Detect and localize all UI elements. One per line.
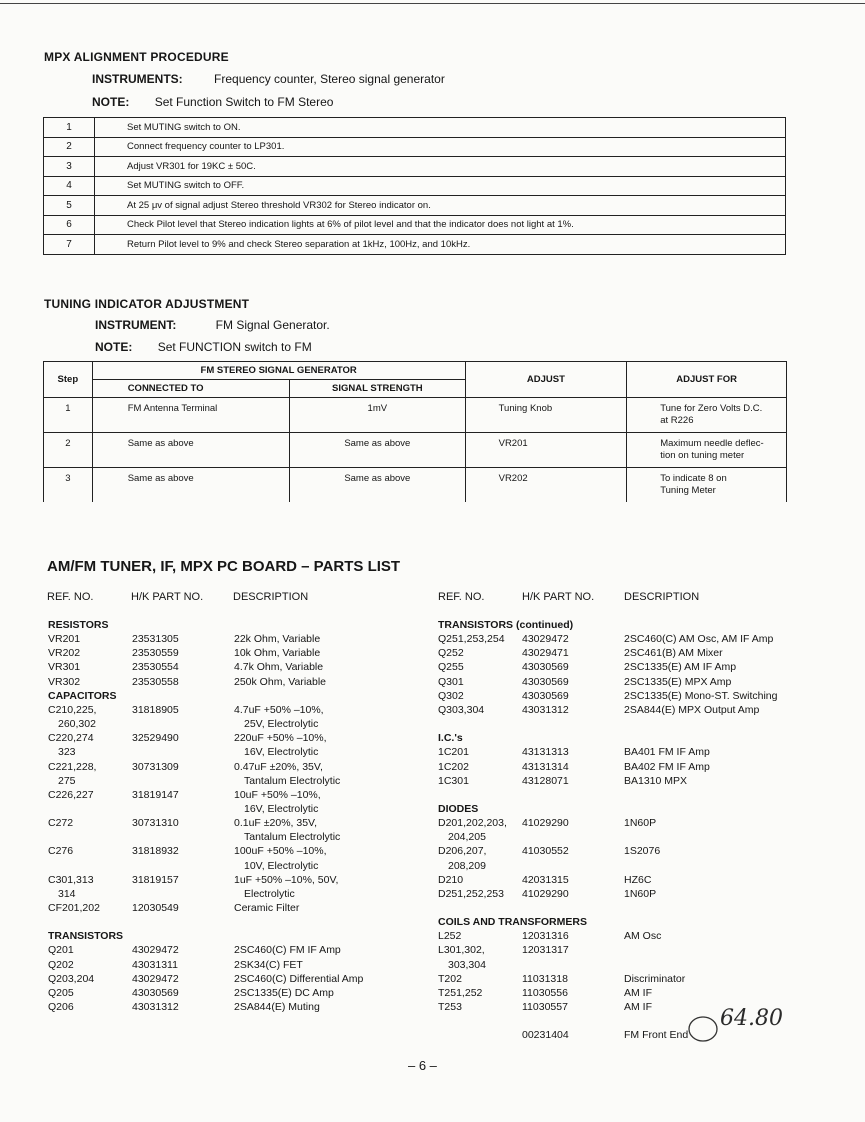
- part-number: 11030556: [522, 986, 568, 999]
- part-description: 100uF +50% –10%,: [234, 845, 327, 858]
- part-ref: T253: [438, 1001, 462, 1014]
- part-description: Ceramic Filter: [234, 902, 300, 914]
- tuning-adjust: Tuning Knob: [465, 398, 627, 433]
- part-ref: VR302: [48, 675, 81, 688]
- part-ref: T251,252: [438, 986, 483, 999]
- part-description: 16V, Electrolytic: [244, 746, 319, 759]
- part-ref: Q255: [438, 661, 464, 674]
- part-description: 2SA844(E) MPX Output Amp: [624, 703, 760, 716]
- part-description: 4.7k Ohm, Variable: [234, 661, 324, 674]
- mpx-instruments: [92, 72, 445, 86]
- part-ref: Q301: [438, 675, 464, 688]
- mpx-step-number: 7: [44, 235, 95, 255]
- part-description: 1N60P: [624, 817, 657, 830]
- part-number: 43031312: [522, 703, 569, 716]
- part-ref: 275: [58, 774, 76, 787]
- part-description: 10k Ohm, Variable: [234, 647, 321, 660]
- mpx-step-row: [44, 176, 786, 196]
- left-col-header-desc: DESCRIPTION: [233, 591, 309, 603]
- mpx-steps-table: [43, 117, 786, 255]
- part-number: 41029290: [522, 817, 569, 830]
- part-description: 1N60P: [624, 887, 657, 900]
- header-step: Step: [44, 362, 93, 398]
- part-ref: Q201: [48, 944, 74, 957]
- part-ref: D251,252,253: [438, 887, 504, 900]
- part-number: 23530558: [132, 675, 179, 688]
- part-ref: Q252: [438, 647, 464, 660]
- part-description: 2SC1335(E) Mono-ST. Switching: [624, 689, 778, 702]
- part-number: 43030569: [522, 675, 569, 688]
- mpx-step-text: Return Pilot level to 9% and check Stereo separation at 1kHz, 100Hz, and 10kHz.: [95, 235, 786, 255]
- part-description: 0.1uF ±20%, 35V,: [234, 817, 318, 830]
- part-number: 12031317: [522, 944, 569, 957]
- tuning-row: [44, 398, 787, 433]
- part-description: BA1310 MPX: [624, 774, 688, 787]
- mpx-step-text: At 25 μv of signal adjust Stereo threshold VR302 for Stereo indicator on.: [95, 196, 786, 216]
- parts-section-heading: CAPACITORS: [48, 689, 117, 702]
- tuning-adjust-for: [627, 398, 787, 433]
- part-ref: C221,228,: [48, 760, 97, 773]
- part-number: 11030557: [522, 1001, 568, 1014]
- parts-section-heading: RESISTORS: [48, 619, 109, 631]
- tuning-strength: 1mV: [290, 398, 466, 433]
- part-number: 43029472: [132, 944, 179, 957]
- mpx-step-number: 5: [44, 196, 95, 216]
- tuning-adjust-for-line2: Tuning Meter: [660, 485, 716, 496]
- part-description: 4.7uF +50% –10%,: [234, 703, 324, 716]
- part-ref: 1C202: [438, 760, 469, 773]
- part-ref: Q203,204: [48, 972, 95, 985]
- mpx-step-row: [44, 118, 786, 138]
- part-description: 2SC1335(E) DC Amp: [234, 986, 334, 999]
- tuning-step: 1: [44, 398, 93, 433]
- mpx-step-text: Connect frequency counter to LP301.: [95, 137, 786, 157]
- part-ref: T202: [438, 972, 462, 985]
- part-description: 2SC1335(E) MPX Amp: [624, 675, 732, 688]
- mpx-step-text: Check Pilot level that Stereo indication lights at 6% of pilot level and that the indicator does not light at 1%.: [95, 215, 786, 235]
- mpx-note-label: NOTE:: [92, 95, 130, 109]
- part-number: 23531305: [132, 633, 179, 646]
- tuning-strength: Same as above: [290, 433, 466, 468]
- part-ref: 1C301: [438, 774, 469, 787]
- header-strength: SIGNAL STRENGTH: [290, 380, 466, 398]
- part-number: 43131314: [522, 760, 569, 773]
- mpx-step-number: 6: [44, 215, 95, 235]
- handwritten-note: 64.80: [720, 1006, 783, 1031]
- header-adjust: ADJUST: [465, 362, 627, 398]
- part-number: 32529490: [132, 732, 179, 745]
- part-number: 43030569: [132, 986, 179, 999]
- part-number: 00231404: [522, 1029, 569, 1042]
- part-description: 2SA844(E) Muting: [234, 1001, 320, 1014]
- mpx-step-row: [44, 157, 786, 177]
- left-col-header-part: H/K PART NO.: [131, 591, 204, 603]
- tuning-step: 3: [44, 468, 93, 503]
- tuning-table: [43, 361, 787, 502]
- part-description: 25V, Electrolytic: [244, 718, 319, 731]
- mpx-step-row: [44, 215, 786, 235]
- mpx-step-number: 3: [44, 157, 95, 177]
- part-ref: Q303,304: [438, 703, 485, 716]
- part-number: 41029290: [522, 887, 569, 900]
- instruments-label: INSTRUMENTS:: [92, 72, 183, 86]
- part-ref: VR202: [48, 647, 81, 660]
- header-connected: CONNECTED TO: [92, 380, 289, 398]
- tuning-adjust-for: [627, 433, 787, 468]
- part-description: 2SC460(C) FM IF Amp: [234, 944, 341, 957]
- right-col-header-part: H/K PART NO.: [522, 591, 595, 603]
- tuning-connected: Same as above: [92, 468, 289, 503]
- instruments-value: Frequency counter, Stereo signal generator: [214, 72, 445, 86]
- mpx-note-value: Set Function Switch to FM Stereo: [154, 95, 334, 109]
- part-ref: C220,274: [48, 732, 94, 745]
- part-description: 10V, Electrolytic: [244, 859, 319, 872]
- tuning-adjust-for: [627, 468, 787, 503]
- part-ref: 208,209: [448, 859, 486, 872]
- part-description: Electrolytic: [244, 887, 295, 900]
- part-description: Tantalum Electrolytic: [244, 831, 341, 844]
- tuning-note-label: NOTE:: [95, 340, 133, 354]
- mpx-step-text: Adjust VR301 for 19KC ± 50C.: [95, 157, 786, 177]
- part-description: 2SC461(B) AM Mixer: [624, 647, 723, 660]
- part-number: 41030552: [522, 845, 569, 858]
- mpx-step-text: Set MUTING switch to ON.: [95, 118, 786, 138]
- tuning-note: [95, 340, 312, 354]
- part-ref: 204,205: [448, 831, 486, 844]
- part-ref: D206,207,: [438, 845, 487, 858]
- part-number: 43030569: [522, 661, 569, 674]
- parts-title: AM/FM TUNER, IF, MPX PC BOARD – PARTS LIST: [47, 558, 401, 575]
- instrument-label: INSTRUMENT:: [95, 318, 177, 332]
- part-number: 43029471: [522, 647, 569, 660]
- tuning-connected: Same as above: [92, 433, 289, 468]
- tuning-adjust-for-line2: tion on tuning meter: [660, 450, 745, 461]
- part-number: 31818905: [132, 703, 179, 716]
- part-description: AM IF: [624, 986, 652, 999]
- part-ref: Q206: [48, 1001, 74, 1014]
- tuning-note-value: Set FUNCTION switch to FM: [157, 340, 312, 354]
- part-ref: L301,302,: [438, 944, 485, 957]
- mpx-step-number: 4: [44, 176, 95, 196]
- tuning-strength: Same as above: [290, 468, 466, 503]
- part-ref: 323: [58, 746, 76, 759]
- part-number: 43030569: [522, 689, 569, 702]
- parts-section-heading: DIODES: [438, 802, 479, 815]
- part-ref: 303,304: [448, 958, 486, 971]
- handwritten-circle-icon: [686, 1014, 720, 1044]
- part-description: 10uF +50% –10%,: [234, 788, 321, 801]
- part-ref: C301,313: [48, 873, 94, 886]
- part-ref: Q251,253,254: [438, 633, 505, 646]
- top-rule: [0, 3, 865, 4]
- part-description: 2SC460(C) AM Osc, AM IF Amp: [624, 633, 774, 646]
- tuning-connected: FM Antenna Terminal: [92, 398, 289, 433]
- part-ref: VR201: [48, 633, 81, 646]
- part-ref: C276: [48, 845, 74, 858]
- part-number: 31819147: [132, 788, 179, 801]
- left-col-header-ref: REF. NO.: [47, 591, 94, 603]
- tuning-adjust-for-line2: at R226: [660, 415, 694, 426]
- part-ref: L252: [438, 930, 462, 943]
- part-description: Tantalum Electrolytic: [244, 774, 341, 787]
- part-number: 12031316: [522, 930, 569, 943]
- part-number: 43128071: [522, 774, 569, 787]
- header-adjust-for: ADJUST FOR: [627, 362, 787, 398]
- part-ref: 260,302: [58, 718, 96, 731]
- part-ref: 314: [58, 887, 76, 900]
- tuning-row: [44, 433, 787, 468]
- instrument-value: FM Signal Generator.: [215, 318, 330, 332]
- part-number: 31819157: [132, 873, 179, 886]
- part-description: AM Osc: [624, 930, 662, 943]
- tuning-adjust: VR201: [465, 433, 627, 468]
- part-description: 2SC1335(E) AM IF Amp: [624, 661, 737, 674]
- part-description: 16V, Electrolytic: [244, 802, 319, 815]
- parts-section-heading: COILS AND TRANSFORMERS: [438, 916, 587, 929]
- mpx-step-text: Set MUTING switch to OFF.: [95, 176, 786, 196]
- part-ref: Q202: [48, 958, 74, 971]
- right-col-header-ref: REF. NO.: [438, 591, 485, 603]
- part-description: FM Front End: [624, 1029, 689, 1042]
- right-col-header-desc: DESCRIPTION: [624, 591, 700, 603]
- part-description: 1S2076: [624, 845, 661, 858]
- part-number: 43031312: [132, 1001, 179, 1014]
- part-description: 22k Ohm, Variable: [234, 633, 321, 646]
- part-description: AM IF: [624, 1001, 652, 1014]
- part-ref: VR301: [48, 661, 81, 674]
- part-ref: Q205: [48, 986, 74, 999]
- part-ref: C210,225,: [48, 703, 97, 716]
- mpx-step-number: 1: [44, 118, 95, 138]
- tuning-step: 2: [44, 433, 93, 468]
- mpx-step-number: 2: [44, 137, 95, 157]
- part-number: 43029472: [522, 633, 569, 646]
- page-number: – 6 –: [408, 1058, 437, 1073]
- part-description: HZ6C: [624, 873, 652, 886]
- part-description: 250k Ohm, Variable: [234, 675, 327, 688]
- tuning-adjust-for-line1: To indicate 8 on: [660, 473, 727, 484]
- parts-section-heading: TRANSISTORS (continued): [438, 619, 574, 631]
- part-description: 2SC460(C) Differential Amp: [234, 972, 364, 985]
- part-ref: C272: [48, 817, 74, 830]
- mpx-step-row: [44, 137, 786, 157]
- tuning-adjust-for-line1: Tune for Zero Volts D.C.: [660, 403, 763, 414]
- part-ref: Q302: [438, 689, 464, 702]
- part-number: 42031315: [522, 873, 569, 886]
- tuning-row: [44, 468, 787, 503]
- mpx-step-row: [44, 196, 786, 216]
- part-number: 43131313: [522, 746, 569, 759]
- part-number: 43031311: [132, 958, 178, 971]
- part-description: 0.47uF ±20%, 35V,: [234, 760, 323, 773]
- part-ref: D210: [438, 873, 464, 886]
- part-number: 23530559: [132, 647, 179, 660]
- tuning-adjust-for-line1: Maximum needle deflec-: [660, 438, 764, 449]
- part-number: 12030549: [132, 902, 179, 914]
- tuning-title: TUNING INDICATOR ADJUSTMENT: [44, 297, 250, 311]
- part-description: BA401 FM IF Amp: [624, 746, 710, 759]
- part-description: 1uF +50% –10%, 50V,: [234, 873, 339, 886]
- part-number: 31818932: [132, 845, 179, 858]
- tuning-instrument: [95, 318, 330, 332]
- part-ref: CF201,202: [48, 902, 100, 914]
- part-description: 2SK34(C) FET: [234, 958, 303, 971]
- part-description: Discriminator: [624, 972, 686, 985]
- part-number: 23530554: [132, 661, 179, 674]
- part-description: BA402 FM IF Amp: [624, 760, 710, 773]
- header-generator: FM STEREO SIGNAL GENERATOR: [92, 362, 465, 380]
- part-ref: C226,227: [48, 788, 94, 801]
- part-ref: 1C201: [438, 746, 469, 759]
- part-number: 11031318: [522, 972, 568, 985]
- parts-section-heading: I.C.'s: [438, 732, 463, 745]
- part-number: 30731309: [132, 760, 179, 773]
- mpx-step-row: [44, 235, 786, 255]
- part-number: 30731310: [132, 817, 179, 830]
- mpx-note: [92, 95, 333, 109]
- part-ref: D201,202,203,: [438, 817, 507, 830]
- mpx-title: MPX ALIGNMENT PROCEDURE: [44, 50, 229, 64]
- part-number: 43029472: [132, 972, 179, 985]
- parts-section-heading: TRANSISTORS: [48, 930, 124, 943]
- part-description: 220uF +50% –10%,: [234, 732, 327, 745]
- tuning-adjust: VR202: [465, 468, 627, 503]
